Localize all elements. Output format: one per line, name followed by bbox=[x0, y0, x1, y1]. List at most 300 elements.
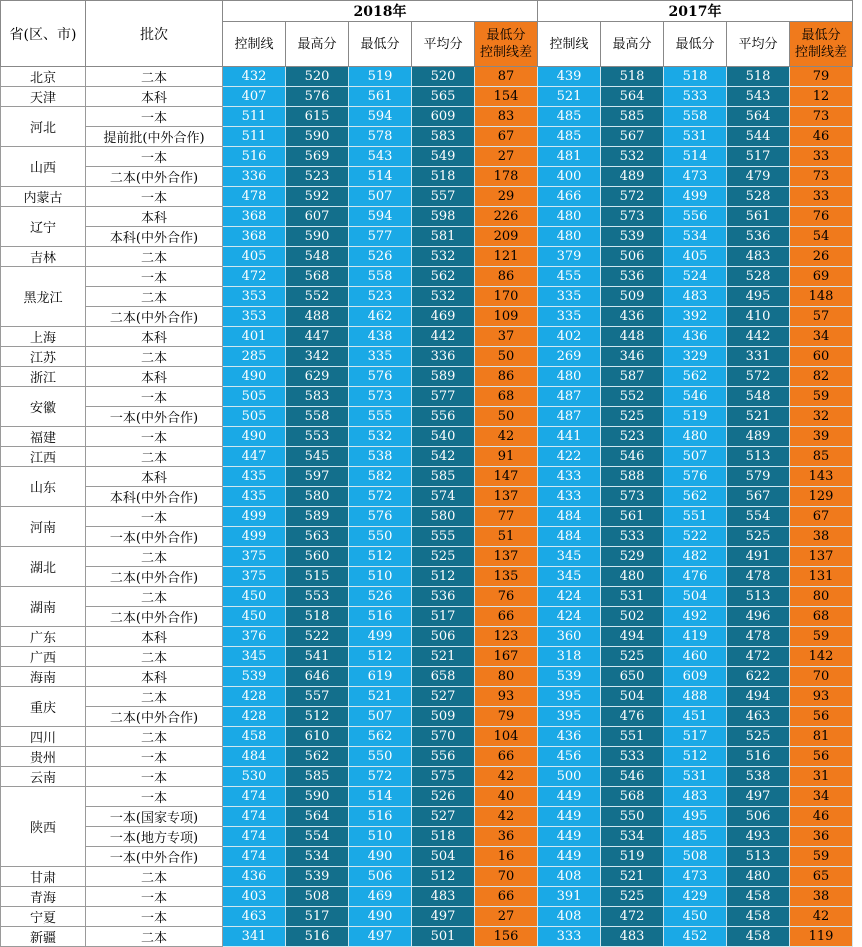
value-cell: 629 bbox=[286, 367, 349, 387]
value-cell: 518 bbox=[664, 67, 727, 87]
batch-cell: 一本 bbox=[86, 427, 223, 447]
value-cell: 590 bbox=[286, 227, 349, 247]
value-cell: 60 bbox=[790, 347, 853, 367]
value-cell: 484 bbox=[223, 747, 286, 767]
column-header: 最低分 bbox=[349, 22, 412, 67]
value-cell: 494 bbox=[727, 687, 790, 707]
value-cell: 528 bbox=[727, 187, 790, 207]
value-cell: 508 bbox=[286, 887, 349, 907]
value-cell: 516 bbox=[286, 927, 349, 947]
value-cell: 490 bbox=[223, 367, 286, 387]
batch-cell: 提前批(中外合作) bbox=[86, 127, 223, 147]
value-cell: 269 bbox=[538, 347, 601, 367]
batch-cell: 二本 bbox=[86, 867, 223, 887]
value-cell: 548 bbox=[727, 387, 790, 407]
value-cell: 521 bbox=[349, 687, 412, 707]
province-cell: 四川 bbox=[1, 727, 86, 747]
value-cell: 433 bbox=[538, 487, 601, 507]
province-cell: 辽宁 bbox=[1, 207, 86, 247]
value-cell: 50 bbox=[475, 407, 538, 427]
value-cell: 360 bbox=[538, 627, 601, 647]
value-cell: 81 bbox=[790, 727, 853, 747]
value-cell: 93 bbox=[790, 687, 853, 707]
value-cell: 77 bbox=[475, 507, 538, 527]
value-cell: 538 bbox=[727, 767, 790, 787]
value-cell: 518 bbox=[727, 67, 790, 87]
table-row bbox=[1, 787, 853, 807]
value-cell: 495 bbox=[664, 807, 727, 827]
batch-cell: 二本(中外合作) bbox=[86, 307, 223, 327]
value-cell: 516 bbox=[349, 807, 412, 827]
batch-cell: 本科(中外合作) bbox=[86, 487, 223, 507]
batch-cell: 一本 bbox=[86, 787, 223, 807]
value-cell: 592 bbox=[286, 187, 349, 207]
value-cell: 597 bbox=[286, 467, 349, 487]
value-cell: 499 bbox=[349, 627, 412, 647]
value-cell: 570 bbox=[412, 727, 475, 747]
value-cell: 481 bbox=[538, 147, 601, 167]
value-cell: 80 bbox=[475, 667, 538, 687]
value-cell: 517 bbox=[286, 907, 349, 927]
value-cell: 506 bbox=[727, 807, 790, 827]
batch-cell: 本科 bbox=[86, 667, 223, 687]
province-cell: 上海 bbox=[1, 327, 86, 347]
value-cell: 87 bbox=[475, 67, 538, 87]
value-cell: 476 bbox=[664, 567, 727, 587]
value-cell: 368 bbox=[223, 207, 286, 227]
value-cell: 492 bbox=[664, 607, 727, 627]
value-cell: 585 bbox=[412, 467, 475, 487]
batch-cell: 一本 bbox=[86, 147, 223, 167]
value-cell: 514 bbox=[349, 787, 412, 807]
value-cell: 518 bbox=[412, 827, 475, 847]
value-cell: 331 bbox=[727, 347, 790, 367]
value-cell: 511 bbox=[223, 127, 286, 147]
value-cell: 562 bbox=[412, 267, 475, 287]
value-cell: 522 bbox=[286, 627, 349, 647]
value-cell: 66 bbox=[475, 607, 538, 627]
value-cell: 483 bbox=[412, 887, 475, 907]
value-cell: 42 bbox=[475, 427, 538, 447]
value-cell: 424 bbox=[538, 587, 601, 607]
table-row bbox=[1, 547, 853, 567]
value-cell: 505 bbox=[223, 407, 286, 427]
column-header: 控制线 bbox=[223, 22, 286, 67]
table-row bbox=[1, 187, 853, 207]
value-cell: 480 bbox=[601, 567, 664, 587]
value-cell: 581 bbox=[412, 227, 475, 247]
value-cell: 42 bbox=[475, 807, 538, 827]
value-cell: 544 bbox=[727, 127, 790, 147]
batch-cell: 二本 bbox=[86, 447, 223, 467]
value-cell: 619 bbox=[349, 667, 412, 687]
province-cell: 北京 bbox=[1, 67, 86, 87]
value-cell: 436 bbox=[223, 867, 286, 887]
value-cell: 589 bbox=[286, 507, 349, 527]
value-cell: 516 bbox=[349, 607, 412, 627]
value-cell: 403 bbox=[223, 887, 286, 907]
value-cell: 509 bbox=[412, 707, 475, 727]
value-cell: 582 bbox=[349, 467, 412, 487]
value-cell: 408 bbox=[538, 907, 601, 927]
column-header: 最高分 bbox=[286, 22, 349, 67]
table-row bbox=[1, 567, 853, 587]
value-cell: 333 bbox=[538, 927, 601, 947]
value-cell: 576 bbox=[286, 87, 349, 107]
value-cell: 514 bbox=[349, 167, 412, 187]
value-cell: 576 bbox=[349, 367, 412, 387]
value-cell: 594 bbox=[349, 107, 412, 127]
value-cell: 576 bbox=[349, 507, 412, 527]
value-cell: 488 bbox=[286, 307, 349, 327]
value-cell: 521 bbox=[727, 407, 790, 427]
value-cell: 318 bbox=[538, 647, 601, 667]
value-cell: 42 bbox=[790, 907, 853, 927]
value-cell: 508 bbox=[664, 847, 727, 867]
table-row bbox=[1, 767, 853, 787]
value-cell: 178 bbox=[475, 167, 538, 187]
column-header: 最高分 bbox=[601, 22, 664, 67]
value-cell: 32 bbox=[790, 407, 853, 427]
value-cell: 513 bbox=[727, 847, 790, 867]
value-cell: 622 bbox=[727, 667, 790, 687]
value-cell: 514 bbox=[664, 147, 727, 167]
table-row bbox=[1, 867, 853, 887]
value-cell: 524 bbox=[664, 267, 727, 287]
value-cell: 543 bbox=[727, 87, 790, 107]
value-cell: 474 bbox=[223, 807, 286, 827]
value-cell: 449 bbox=[538, 827, 601, 847]
value-cell: 504 bbox=[601, 687, 664, 707]
value-cell: 513 bbox=[727, 447, 790, 467]
value-cell: 507 bbox=[664, 447, 727, 467]
value-cell: 528 bbox=[727, 267, 790, 287]
value-cell: 226 bbox=[475, 207, 538, 227]
value-cell: 520 bbox=[412, 67, 475, 87]
value-cell: 554 bbox=[727, 507, 790, 527]
value-cell: 545 bbox=[286, 447, 349, 467]
batch-cell: 一本(中外合作) bbox=[86, 407, 223, 427]
value-cell: 505 bbox=[223, 387, 286, 407]
value-cell: 147 bbox=[475, 467, 538, 487]
value-cell: 562 bbox=[664, 487, 727, 507]
value-cell: 428 bbox=[223, 707, 286, 727]
province-cell: 福建 bbox=[1, 427, 86, 447]
value-cell: 472 bbox=[727, 647, 790, 667]
value-cell: 542 bbox=[412, 447, 475, 467]
value-cell: 335 bbox=[349, 347, 412, 367]
value-cell: 483 bbox=[727, 247, 790, 267]
value-cell: 442 bbox=[727, 327, 790, 347]
value-cell: 531 bbox=[664, 127, 727, 147]
value-cell: 66 bbox=[475, 887, 538, 907]
value-cell: 335 bbox=[538, 307, 601, 327]
value-cell: 539 bbox=[286, 867, 349, 887]
table-row bbox=[1, 447, 853, 467]
value-cell: 589 bbox=[412, 367, 475, 387]
value-cell: 500 bbox=[538, 767, 601, 787]
value-cell: 487 bbox=[538, 407, 601, 427]
value-cell: 69 bbox=[790, 267, 853, 287]
value-cell: 34 bbox=[790, 327, 853, 347]
value-cell: 555 bbox=[412, 527, 475, 547]
table-row bbox=[1, 87, 853, 107]
value-cell: 588 bbox=[601, 467, 664, 487]
table-row bbox=[1, 247, 853, 267]
value-cell: 455 bbox=[538, 267, 601, 287]
table-row bbox=[1, 427, 853, 447]
value-cell: 518 bbox=[286, 607, 349, 627]
province-cell: 浙江 bbox=[1, 367, 86, 387]
column-header: 最低分 控制线差 bbox=[790, 22, 853, 67]
value-cell: 531 bbox=[664, 767, 727, 787]
value-cell: 336 bbox=[223, 167, 286, 187]
value-cell: 518 bbox=[601, 67, 664, 87]
value-cell: 442 bbox=[412, 327, 475, 347]
value-cell: 80 bbox=[790, 587, 853, 607]
value-cell: 478 bbox=[727, 627, 790, 647]
value-cell: 474 bbox=[223, 827, 286, 847]
value-cell: 463 bbox=[727, 707, 790, 727]
batch-cell: 二本 bbox=[86, 287, 223, 307]
batch-cell: 本科 bbox=[86, 327, 223, 347]
value-cell: 39 bbox=[790, 427, 853, 447]
value-cell: 525 bbox=[727, 727, 790, 747]
value-cell: 480 bbox=[538, 367, 601, 387]
value-cell: 507 bbox=[349, 707, 412, 727]
value-cell: 501 bbox=[412, 927, 475, 947]
batch-cell: 二本 bbox=[86, 927, 223, 947]
value-cell: 456 bbox=[538, 747, 601, 767]
value-cell: 519 bbox=[349, 67, 412, 87]
value-cell: 433 bbox=[538, 467, 601, 487]
value-cell: 137 bbox=[790, 547, 853, 567]
province-cell: 云南 bbox=[1, 767, 86, 787]
province-cell: 内蒙古 bbox=[1, 187, 86, 207]
value-cell: 585 bbox=[601, 107, 664, 127]
value-cell: 129 bbox=[790, 487, 853, 507]
value-cell: 448 bbox=[601, 327, 664, 347]
value-cell: 143 bbox=[790, 467, 853, 487]
column-header: 平均分 bbox=[412, 22, 475, 67]
value-cell: 33 bbox=[790, 187, 853, 207]
value-cell: 38 bbox=[790, 887, 853, 907]
value-cell: 590 bbox=[286, 787, 349, 807]
table-row bbox=[1, 747, 853, 767]
value-cell: 68 bbox=[475, 387, 538, 407]
value-cell: 474 bbox=[223, 787, 286, 807]
table-row bbox=[1, 127, 853, 147]
table-row bbox=[1, 527, 853, 547]
province-cell: 山西 bbox=[1, 147, 86, 187]
value-cell: 167 bbox=[475, 647, 538, 667]
value-cell: 109 bbox=[475, 307, 538, 327]
value-cell: 395 bbox=[538, 707, 601, 727]
value-cell: 26 bbox=[790, 247, 853, 267]
value-cell: 391 bbox=[538, 887, 601, 907]
value-cell: 532 bbox=[601, 147, 664, 167]
province-cell: 山东 bbox=[1, 467, 86, 507]
value-cell: 510 bbox=[349, 827, 412, 847]
value-cell: 539 bbox=[538, 667, 601, 687]
value-cell: 460 bbox=[664, 647, 727, 667]
batch-cell: 二本 bbox=[86, 247, 223, 267]
value-cell: 46 bbox=[790, 807, 853, 827]
province-cell: 青海 bbox=[1, 887, 86, 907]
value-cell: 435 bbox=[223, 467, 286, 487]
value-cell: 598 bbox=[412, 207, 475, 227]
value-cell: 407 bbox=[223, 87, 286, 107]
value-cell: 449 bbox=[538, 847, 601, 867]
value-cell: 521 bbox=[538, 87, 601, 107]
value-cell: 480 bbox=[538, 207, 601, 227]
value-cell: 530 bbox=[223, 767, 286, 787]
value-cell: 572 bbox=[349, 487, 412, 507]
value-cell: 70 bbox=[475, 867, 538, 887]
value-cell: 68 bbox=[790, 607, 853, 627]
value-cell: 553 bbox=[286, 427, 349, 447]
value-cell: 557 bbox=[286, 687, 349, 707]
value-cell: 104 bbox=[475, 727, 538, 747]
table-row bbox=[1, 287, 853, 307]
value-cell: 516 bbox=[223, 147, 286, 167]
batch-cell: 二本 bbox=[86, 687, 223, 707]
value-cell: 493 bbox=[727, 827, 790, 847]
value-cell: 540 bbox=[412, 427, 475, 447]
batch-cell: 一本 bbox=[86, 767, 223, 787]
value-cell: 375 bbox=[223, 567, 286, 587]
value-cell: 504 bbox=[664, 587, 727, 607]
province-header: 省(区、市) bbox=[1, 1, 86, 67]
value-cell: 466 bbox=[538, 187, 601, 207]
value-cell: 569 bbox=[286, 147, 349, 167]
value-cell: 512 bbox=[412, 567, 475, 587]
value-cell: 512 bbox=[349, 647, 412, 667]
table-row bbox=[1, 807, 853, 827]
value-cell: 79 bbox=[790, 67, 853, 87]
value-cell: 488 bbox=[664, 687, 727, 707]
column-header: 平均分 bbox=[727, 22, 790, 67]
batch-cell: 二本 bbox=[86, 727, 223, 747]
value-cell: 496 bbox=[727, 607, 790, 627]
value-cell: 562 bbox=[664, 367, 727, 387]
value-cell: 341 bbox=[223, 927, 286, 947]
value-cell: 156 bbox=[475, 927, 538, 947]
batch-cell: 本科(中外合作) bbox=[86, 227, 223, 247]
value-cell: 451 bbox=[664, 707, 727, 727]
value-cell: 458 bbox=[727, 887, 790, 907]
value-cell: 517 bbox=[727, 147, 790, 167]
value-cell: 568 bbox=[286, 267, 349, 287]
value-cell: 40 bbox=[475, 787, 538, 807]
value-cell: 583 bbox=[412, 127, 475, 147]
value-cell: 525 bbox=[601, 407, 664, 427]
batch-cell: 一本 bbox=[86, 267, 223, 287]
value-cell: 522 bbox=[664, 527, 727, 547]
value-cell: 478 bbox=[727, 567, 790, 587]
value-cell: 435 bbox=[223, 487, 286, 507]
value-cell: 73 bbox=[790, 107, 853, 127]
value-cell: 563 bbox=[286, 527, 349, 547]
table-row bbox=[1, 67, 853, 87]
value-cell: 329 bbox=[664, 347, 727, 367]
value-cell: 73 bbox=[790, 167, 853, 187]
value-cell: 513 bbox=[727, 587, 790, 607]
value-cell: 509 bbox=[601, 287, 664, 307]
value-cell: 504 bbox=[412, 847, 475, 867]
value-cell: 519 bbox=[601, 847, 664, 867]
value-cell: 558 bbox=[664, 107, 727, 127]
value-cell: 499 bbox=[664, 187, 727, 207]
value-cell: 485 bbox=[664, 827, 727, 847]
value-cell: 497 bbox=[727, 787, 790, 807]
value-cell: 137 bbox=[475, 487, 538, 507]
column-header: 最低分 控制线差 bbox=[475, 22, 538, 67]
value-cell: 56 bbox=[790, 707, 853, 727]
value-cell: 67 bbox=[475, 127, 538, 147]
batch-cell: 二本 bbox=[86, 67, 223, 87]
table-row bbox=[1, 227, 853, 247]
value-cell: 517 bbox=[412, 607, 475, 627]
value-cell: 531 bbox=[601, 587, 664, 607]
value-cell: 86 bbox=[475, 367, 538, 387]
value-cell: 553 bbox=[286, 587, 349, 607]
value-cell: 565 bbox=[412, 87, 475, 107]
value-cell: 516 bbox=[727, 747, 790, 767]
value-cell: 449 bbox=[538, 787, 601, 807]
value-cell: 523 bbox=[286, 167, 349, 187]
value-cell: 395 bbox=[538, 687, 601, 707]
value-cell: 490 bbox=[349, 907, 412, 927]
value-cell: 170 bbox=[475, 287, 538, 307]
value-cell: 436 bbox=[601, 307, 664, 327]
value-cell: 59 bbox=[790, 387, 853, 407]
value-cell: 410 bbox=[727, 307, 790, 327]
table-row bbox=[1, 327, 853, 347]
value-cell: 478 bbox=[223, 187, 286, 207]
value-cell: 439 bbox=[538, 67, 601, 87]
batch-cell: 一本(中外合作) bbox=[86, 847, 223, 867]
table-row bbox=[1, 387, 853, 407]
value-cell: 526 bbox=[349, 587, 412, 607]
value-cell: 507 bbox=[349, 187, 412, 207]
value-cell: 345 bbox=[538, 567, 601, 587]
value-cell: 551 bbox=[664, 507, 727, 527]
value-cell: 532 bbox=[412, 287, 475, 307]
value-cell: 447 bbox=[286, 327, 349, 347]
value-cell: 419 bbox=[664, 627, 727, 647]
table-row bbox=[1, 507, 853, 527]
value-cell: 135 bbox=[475, 567, 538, 587]
value-cell: 51 bbox=[475, 527, 538, 547]
value-cell: 567 bbox=[601, 127, 664, 147]
value-cell: 29 bbox=[475, 187, 538, 207]
value-cell: 38 bbox=[790, 527, 853, 547]
value-cell: 76 bbox=[475, 587, 538, 607]
value-cell: 36 bbox=[475, 827, 538, 847]
value-cell: 550 bbox=[601, 807, 664, 827]
value-cell: 429 bbox=[664, 887, 727, 907]
province-cell: 宁夏 bbox=[1, 907, 86, 927]
value-cell: 154 bbox=[475, 87, 538, 107]
value-cell: 577 bbox=[412, 387, 475, 407]
value-cell: 131 bbox=[790, 567, 853, 587]
value-cell: 564 bbox=[286, 807, 349, 827]
batch-header: 批次 bbox=[86, 1, 223, 67]
batch-cell: 二本(中外合作) bbox=[86, 567, 223, 587]
value-cell: 573 bbox=[601, 487, 664, 507]
batch-cell: 二本(中外合作) bbox=[86, 707, 223, 727]
